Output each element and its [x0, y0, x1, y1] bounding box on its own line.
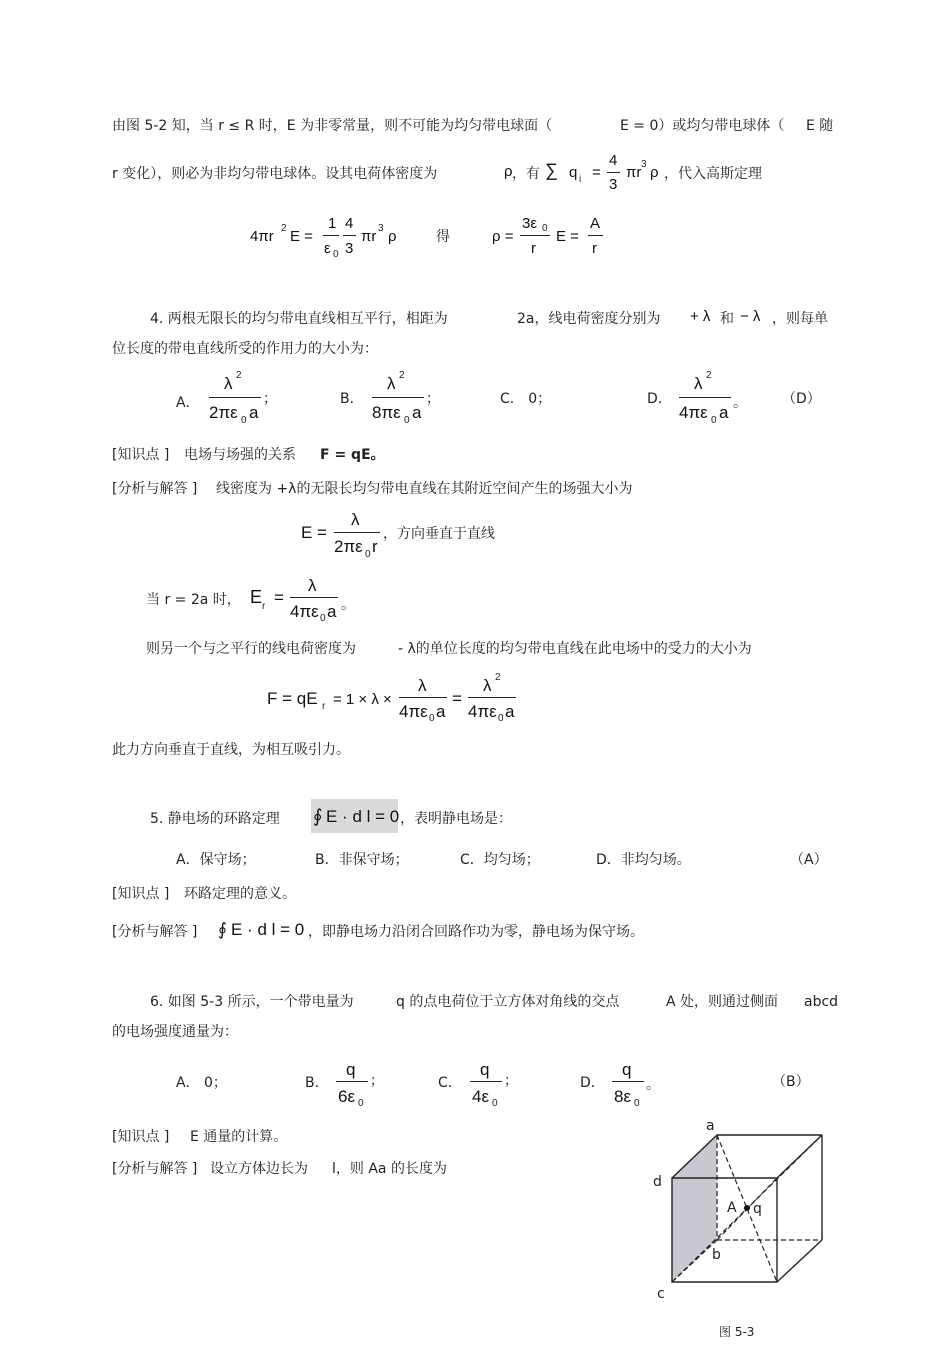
gauss-rho: ρ [388, 228, 397, 245]
q4-b-num: λ [387, 374, 396, 393]
p1-rho: ρ [504, 163, 513, 180]
edge-bottom-right [777, 1240, 822, 1282]
q4-an-text2b: - λ的单位长度的均匀带电直线在此电场中的受力的大小为 [398, 641, 752, 657]
q5-an-loop-icon: ∮ [218, 920, 227, 939]
figure-label-b: b [712, 1247, 721, 1263]
q6-d-sub: 0 [634, 1098, 640, 1109]
p1-line2-a: r 变化），则必为非均匀带电球体。设其电荷体密度为 [112, 166, 438, 182]
gauss-bar1 [323, 235, 339, 236]
p1-sum: ∑ [545, 160, 558, 180]
figure-label-c: c [657, 1286, 665, 1302]
q6-b-sub: 0 [358, 1098, 364, 1109]
q4-d-period: 。 [733, 395, 747, 411]
res-r: r [592, 240, 597, 257]
q4-a-sq: 2 [236, 370, 242, 381]
q4-option-a: A． [176, 395, 200, 411]
q5-stem2: ，表明静电场是： [400, 811, 512, 827]
q6-c-sub: 0 [492, 1098, 498, 1109]
q4-f-eq: = [452, 689, 462, 708]
p1-frac-bar [607, 172, 620, 173]
q6-b-semi: ； [370, 1073, 384, 1089]
res-rho: ρ = [492, 228, 514, 245]
q4-a-semi: ； [263, 391, 277, 407]
charge-point [744, 1205, 750, 1211]
p1-line2-b: ，有 [512, 166, 540, 182]
q4-f-num1: λ [418, 676, 427, 695]
q4-b-semi: ； [426, 391, 440, 407]
q6-b-num: q [346, 1060, 356, 1079]
q4-b-sub: 0 [404, 415, 410, 426]
gauss-de: 得 [436, 229, 450, 245]
q5-kp-text: 环路定理的意义。 [184, 886, 296, 902]
q4-kp-formula: F = qE。 [320, 447, 385, 463]
q6-c-bar [470, 1081, 502, 1082]
gauss-three: 3 [345, 240, 354, 257]
q4-answer: （D） [782, 391, 821, 407]
p1-line2-c: ，代入高斯定理 [664, 166, 762, 182]
q4-option-c: C． 0； [500, 391, 552, 407]
q4-f-sub: r [322, 701, 326, 712]
q5-answer: （A） [790, 852, 828, 868]
q4-an-text1: 线密度为 +λ的无限长均匀带电直线在其附近空间产生的场强大小为 [216, 481, 633, 497]
q4-kp-text: 电场与场强的关系 [184, 447, 296, 463]
res-bar1 [520, 235, 550, 236]
q4-minus-lambda: − λ [740, 308, 761, 325]
q4-er-tail: 。 [341, 597, 355, 613]
q6-option-c: C． [438, 1075, 462, 1091]
cube-figure [640, 1110, 840, 1300]
q4-d-sub: 0 [711, 415, 717, 426]
q4-f-den1-sub: 0 [429, 713, 435, 724]
q4-er-num: λ [308, 576, 317, 595]
q4-stem1: 4. 两根无限长的均匀带电直线相互平行，相距为 [150, 311, 448, 327]
q4-an-text2: 则另一个与之平行的线电荷密度为 [146, 641, 356, 657]
q4-f-bar2 [468, 697, 516, 698]
q4-d-den-tail: a [719, 403, 729, 422]
q6-an-text: 设立方体边长为 [210, 1161, 308, 1177]
q5-loop-formula: E · d l = 0 [326, 807, 400, 826]
res-e: E = [556, 228, 579, 245]
q6-b-bar [336, 1081, 368, 1082]
q4-er: E [250, 587, 263, 607]
q5-option-a: A．保守场； [176, 852, 256, 868]
q4-an-label: [分析与解答 ] [112, 481, 198, 497]
res-num: 3ε [522, 215, 538, 232]
q4-e-den: 2πε [334, 537, 363, 556]
gauss-pir: πr [361, 228, 377, 245]
q4-d-num: λ [694, 374, 703, 393]
q4-b-den-tail: a [412, 403, 422, 422]
q6-d-period: 。 [646, 1077, 660, 1093]
q4-f-mid: = 1 × λ × [333, 691, 392, 708]
p1-rho2: ρ [650, 164, 659, 181]
gauss-eps: ε [324, 240, 331, 257]
res-bar2 [588, 235, 603, 236]
q4-f-num2: λ [483, 676, 492, 695]
q6-a: A 处，则通过侧面 [666, 994, 779, 1010]
q5-kp-label: [知识点 ] [112, 886, 170, 902]
q6-answer: （B） [772, 1074, 810, 1090]
res-a: A [590, 215, 601, 232]
q4-e-left: E = [301, 523, 327, 542]
q6-option-b: B． [305, 1075, 329, 1091]
q4-b-sq: 2 [399, 370, 405, 381]
q6-abcd: abcd [804, 994, 839, 1010]
q4-option-d: D． [647, 391, 672, 407]
q4-e-num: λ [351, 510, 360, 529]
q5-option-c: C．均匀场； [460, 852, 540, 868]
q4-e-tail: ，方向垂直于直线 [383, 526, 495, 542]
figure-label-a: a [706, 1118, 715, 1134]
q6-kp-label: [知识点 ] [112, 1129, 170, 1145]
q4-e-den-r: r [372, 537, 378, 556]
q4-d-den: 4πε [679, 403, 708, 422]
q4-plus-lambda: + λ [690, 308, 711, 325]
q4-kp-label: [知识点 ] [112, 447, 170, 463]
q5-an-formula: E · d l = 0 [231, 920, 305, 939]
gauss-four: 4 [345, 215, 354, 232]
gauss-one: 1 [328, 215, 337, 232]
q4-er-eq: = [274, 588, 284, 607]
q6-stem2: 的电场强度通量为： [112, 1024, 238, 1040]
q4-d-sq: 2 [706, 370, 712, 381]
p1-eq: = [592, 164, 601, 181]
q4-a-den: 2πε [209, 403, 238, 422]
q4-f-sq: 2 [495, 672, 501, 683]
q4-b-den: 8πε [372, 403, 401, 422]
q6-d-bar [612, 1081, 644, 1082]
q4-e-bar [334, 532, 380, 533]
res-num-sub: 0 [542, 223, 548, 234]
q4-a-den-tail: a [249, 403, 259, 422]
figure-caption: 图 5-3 [719, 1325, 755, 1339]
q4-e-sub: 0 [365, 549, 371, 560]
q4-er-sub: r [262, 601, 266, 612]
q4-er-den-a: a [327, 602, 337, 621]
p1-frac-num: 4 [609, 152, 618, 169]
gauss-left: 4πr [250, 228, 274, 245]
p1-qi: q [569, 164, 578, 181]
q4-conclusion: 此力方向垂直于直线，为相互吸引力。 [112, 742, 350, 758]
q5-an-text: ，即静电场力沿闭合回路作功为零，静电场为保守场。 [308, 924, 644, 940]
figure-label-A: A [727, 1200, 737, 1216]
p1-line1-b: E = 0）或均匀带电球体（ [620, 118, 785, 134]
q6-q: q 的点电荷位于立方体对角线的交点 [396, 994, 620, 1010]
q4-stem3: 位长度的带电直线所受的作用力的大小为： [112, 341, 378, 357]
q4-f-left: F = qE [267, 689, 318, 708]
res-den: r [531, 240, 536, 257]
q5-option-b: B．非保守场； [315, 852, 409, 868]
p1-line1-a: 由图 5-2 知，当 r ≤ R 时，E 为非零常量，则不可能为均匀带电球面（ [112, 118, 553, 134]
q4-a-num: λ [224, 374, 233, 393]
p1-pir: πr [626, 164, 642, 181]
gauss-sq: 2 [281, 223, 287, 234]
q4-and: 和 [720, 311, 734, 327]
q6-option-d: D． [580, 1075, 605, 1091]
q4-f-den2: 4πε [468, 702, 497, 721]
q6-kp-text: E 通量的计算。 [190, 1129, 288, 1145]
q4-er-bar [290, 597, 338, 598]
q6-stem1: 6. 如图 5-3 所示，一个带电量为 [150, 994, 354, 1010]
q5-stem: 5. 静电场的环路定理 [150, 811, 280, 827]
gauss-e: E = [290, 228, 313, 245]
gauss-eps-sub: 0 [333, 249, 339, 260]
q6-an-l: l，则 Aa 的长度为 [332, 1161, 447, 1177]
q4-f-den2-sub: 0 [498, 713, 504, 724]
gauss-cube: 3 [378, 223, 384, 234]
q6-d-den: 8ε [614, 1087, 632, 1106]
q5-option-d: D．非均匀场。 [596, 852, 691, 868]
q6-c-num: q [480, 1060, 490, 1079]
q6-c-semi: ； [504, 1073, 518, 1089]
p1-cube: 3 [641, 159, 647, 170]
p1-qi-sub: i [579, 174, 582, 185]
p1-line1-c: E 随 [806, 118, 834, 134]
p1-frac-den: 3 [609, 176, 618, 193]
q5-loop-icon: ∮ [313, 806, 323, 826]
q4-option-b: B． [340, 391, 364, 407]
q4-er-sub0: 0 [320, 613, 326, 624]
q4-b-bar [372, 397, 424, 398]
figure-label-d: d [653, 1174, 662, 1190]
q6-c-den: 4ε [472, 1087, 490, 1106]
q6-an-label: [分析与解答 ] [112, 1161, 198, 1177]
q4-stem2: ，则每单 [772, 311, 828, 327]
q6-option-a: A． 0； [176, 1075, 227, 1091]
q4-f-den1: 4πε [399, 702, 428, 721]
q4-a-bar [209, 397, 261, 398]
figure-label-q: q [753, 1201, 762, 1217]
edge-top-right [777, 1135, 822, 1178]
q4-dist: 2a，线电荷密度分别为 [517, 311, 661, 327]
q4-f-bar1 [399, 697, 447, 698]
q4-a-sub: 0 [241, 415, 247, 426]
q6-b-den: 6ε [338, 1087, 356, 1106]
q4-when: 当 r = 2a 时， [146, 592, 241, 608]
q6-d-num: q [622, 1060, 632, 1079]
q4-f-den2-a: a [505, 702, 515, 721]
q4-f-den1-a: a [436, 702, 446, 721]
q4-er-den: 4πε [290, 602, 319, 621]
gauss-bar2 [343, 235, 356, 236]
q4-d-bar [679, 397, 731, 398]
q5-an-label: [分析与解答 ] [112, 924, 198, 940]
